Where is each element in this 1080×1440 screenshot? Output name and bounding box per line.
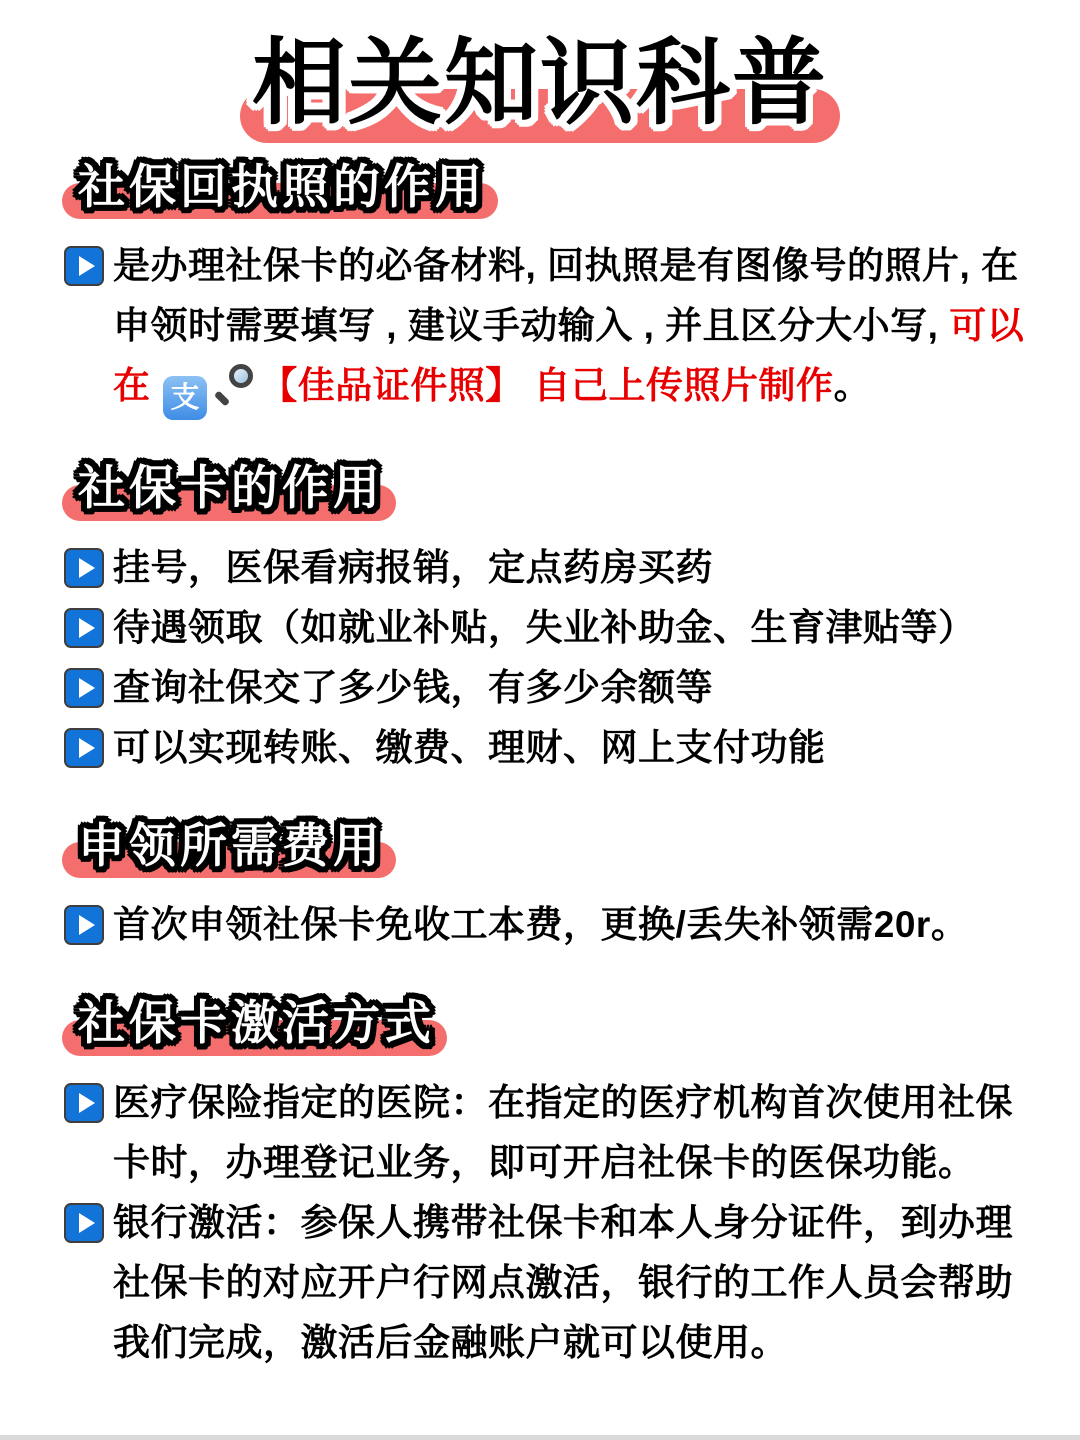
play-icon (64, 608, 104, 648)
play-triangle (79, 618, 95, 638)
section-heading-text: 社保卡激活方式 (78, 996, 435, 1050)
bullet-item (64, 1193, 1024, 1373)
bullet-list (64, 538, 1024, 778)
section-heading (78, 460, 384, 515)
text-line (113, 538, 1024, 598)
bullet-item (64, 718, 1024, 778)
play-triangle (79, 558, 95, 578)
bullet-list (64, 236, 1024, 420)
bullet-item (64, 895, 1024, 955)
text-line (113, 1253, 1024, 1313)
text-segment: 。 (833, 365, 872, 407)
section-heading-text: 社保卡的作用 (78, 461, 384, 515)
bullet-item (64, 1073, 1024, 1193)
bullet-text (113, 658, 1024, 718)
text-line (113, 1073, 1024, 1133)
text-segment: 申领时需要填写 , 建议手动输入 , 并且区分大小写, (113, 305, 950, 347)
bullet-item (64, 236, 1024, 420)
text-line (113, 658, 1024, 718)
page-title-wrap (0, 0, 1080, 133)
magnifier-handle (214, 391, 230, 407)
text-segment: 待遇领取（如就业补贴，失业补助金、生育津贴等） (113, 606, 976, 648)
play-icon (64, 728, 104, 768)
bullet-text (113, 895, 1024, 955)
bottom-strip (0, 1435, 1080, 1440)
play-triangle (79, 738, 95, 758)
page-title (251, 30, 828, 135)
text-segment: 我们完成，激活后金融账户就可以使用。 (113, 1321, 788, 1363)
text-line (113, 1133, 1024, 1193)
bullet-text (113, 236, 1024, 420)
alipay-icon: 支 (163, 376, 207, 420)
text-segment: 可以实现转账、缴费、理财、网上支付功能 (113, 726, 826, 768)
play-icon (64, 1203, 104, 1243)
page-title-text: 相关知识科普 (251, 30, 828, 135)
text-segment: 可以 (949, 305, 1025, 347)
text-segment: 【佳品证件照】 自己上传照片制作 (260, 365, 834, 407)
text-segment: 是办理社保卡的必备材料, 回执照是有图像号的照片, 在 (113, 245, 1019, 287)
bullet-list (64, 1073, 1024, 1373)
bullet-item (64, 658, 1024, 718)
text-segment: 社保卡的对应开户行网点激活，银行的工作人员会帮助 (113, 1261, 1013, 1303)
text-segment: 医疗保险指定的医院：在指定的医疗机构首次使用社保 (113, 1081, 1013, 1123)
play-triangle (79, 256, 95, 276)
text-line (113, 718, 1024, 778)
bullet-text (113, 718, 1024, 778)
bullet-item (64, 598, 1024, 658)
play-triangle (79, 915, 95, 935)
magnifier-icon (212, 363, 256, 407)
text-line (113, 296, 1024, 356)
section (64, 159, 1024, 420)
section (64, 995, 1024, 1372)
text-line (113, 1193, 1024, 1253)
section-heading (78, 818, 384, 873)
magnifier-glass (229, 364, 253, 388)
text-segment: 卡时，办理登记业务，即可开启社保卡的医保功能。 (113, 1141, 976, 1183)
text-line (113, 598, 1024, 658)
bullet-text (113, 538, 1024, 598)
play-triangle (79, 1213, 95, 1233)
bullet-item (64, 538, 1024, 598)
play-triangle (79, 1093, 95, 1113)
sections-container (0, 159, 1080, 1373)
text-line (113, 236, 1024, 296)
text-segment: 查询社保交了多少钱，有多少余额等 (113, 666, 713, 708)
section-heading-text: 社保回执照的作用 (78, 159, 486, 213)
text-line (113, 895, 1024, 955)
play-icon (64, 668, 104, 708)
text-line (113, 1313, 1024, 1373)
text-segment: 挂号，医保看病报销，定点药房买药 (113, 546, 713, 588)
bullet-list (64, 895, 1024, 955)
text-segment: 银行激活：参保人携带社保卡和本人身分证件，到办理 (113, 1201, 1013, 1243)
bullet-text (113, 598, 1024, 658)
section (64, 460, 1024, 777)
play-icon (64, 1083, 104, 1123)
section-heading (78, 159, 486, 214)
section-heading (78, 995, 435, 1050)
text-segment: 在 (113, 365, 162, 407)
bullet-text (113, 1073, 1024, 1193)
play-triangle (79, 678, 95, 698)
text-line (113, 356, 1024, 420)
play-icon (64, 905, 104, 945)
play-icon (64, 548, 104, 588)
section-heading-text: 申领所需费用 (78, 818, 384, 872)
section (64, 818, 1024, 955)
bullet-text (113, 1193, 1024, 1373)
play-icon (64, 246, 104, 286)
text-segment: 首次申领社保卡免收工本费，更换/丢失补领需20r。 (113, 904, 969, 946)
